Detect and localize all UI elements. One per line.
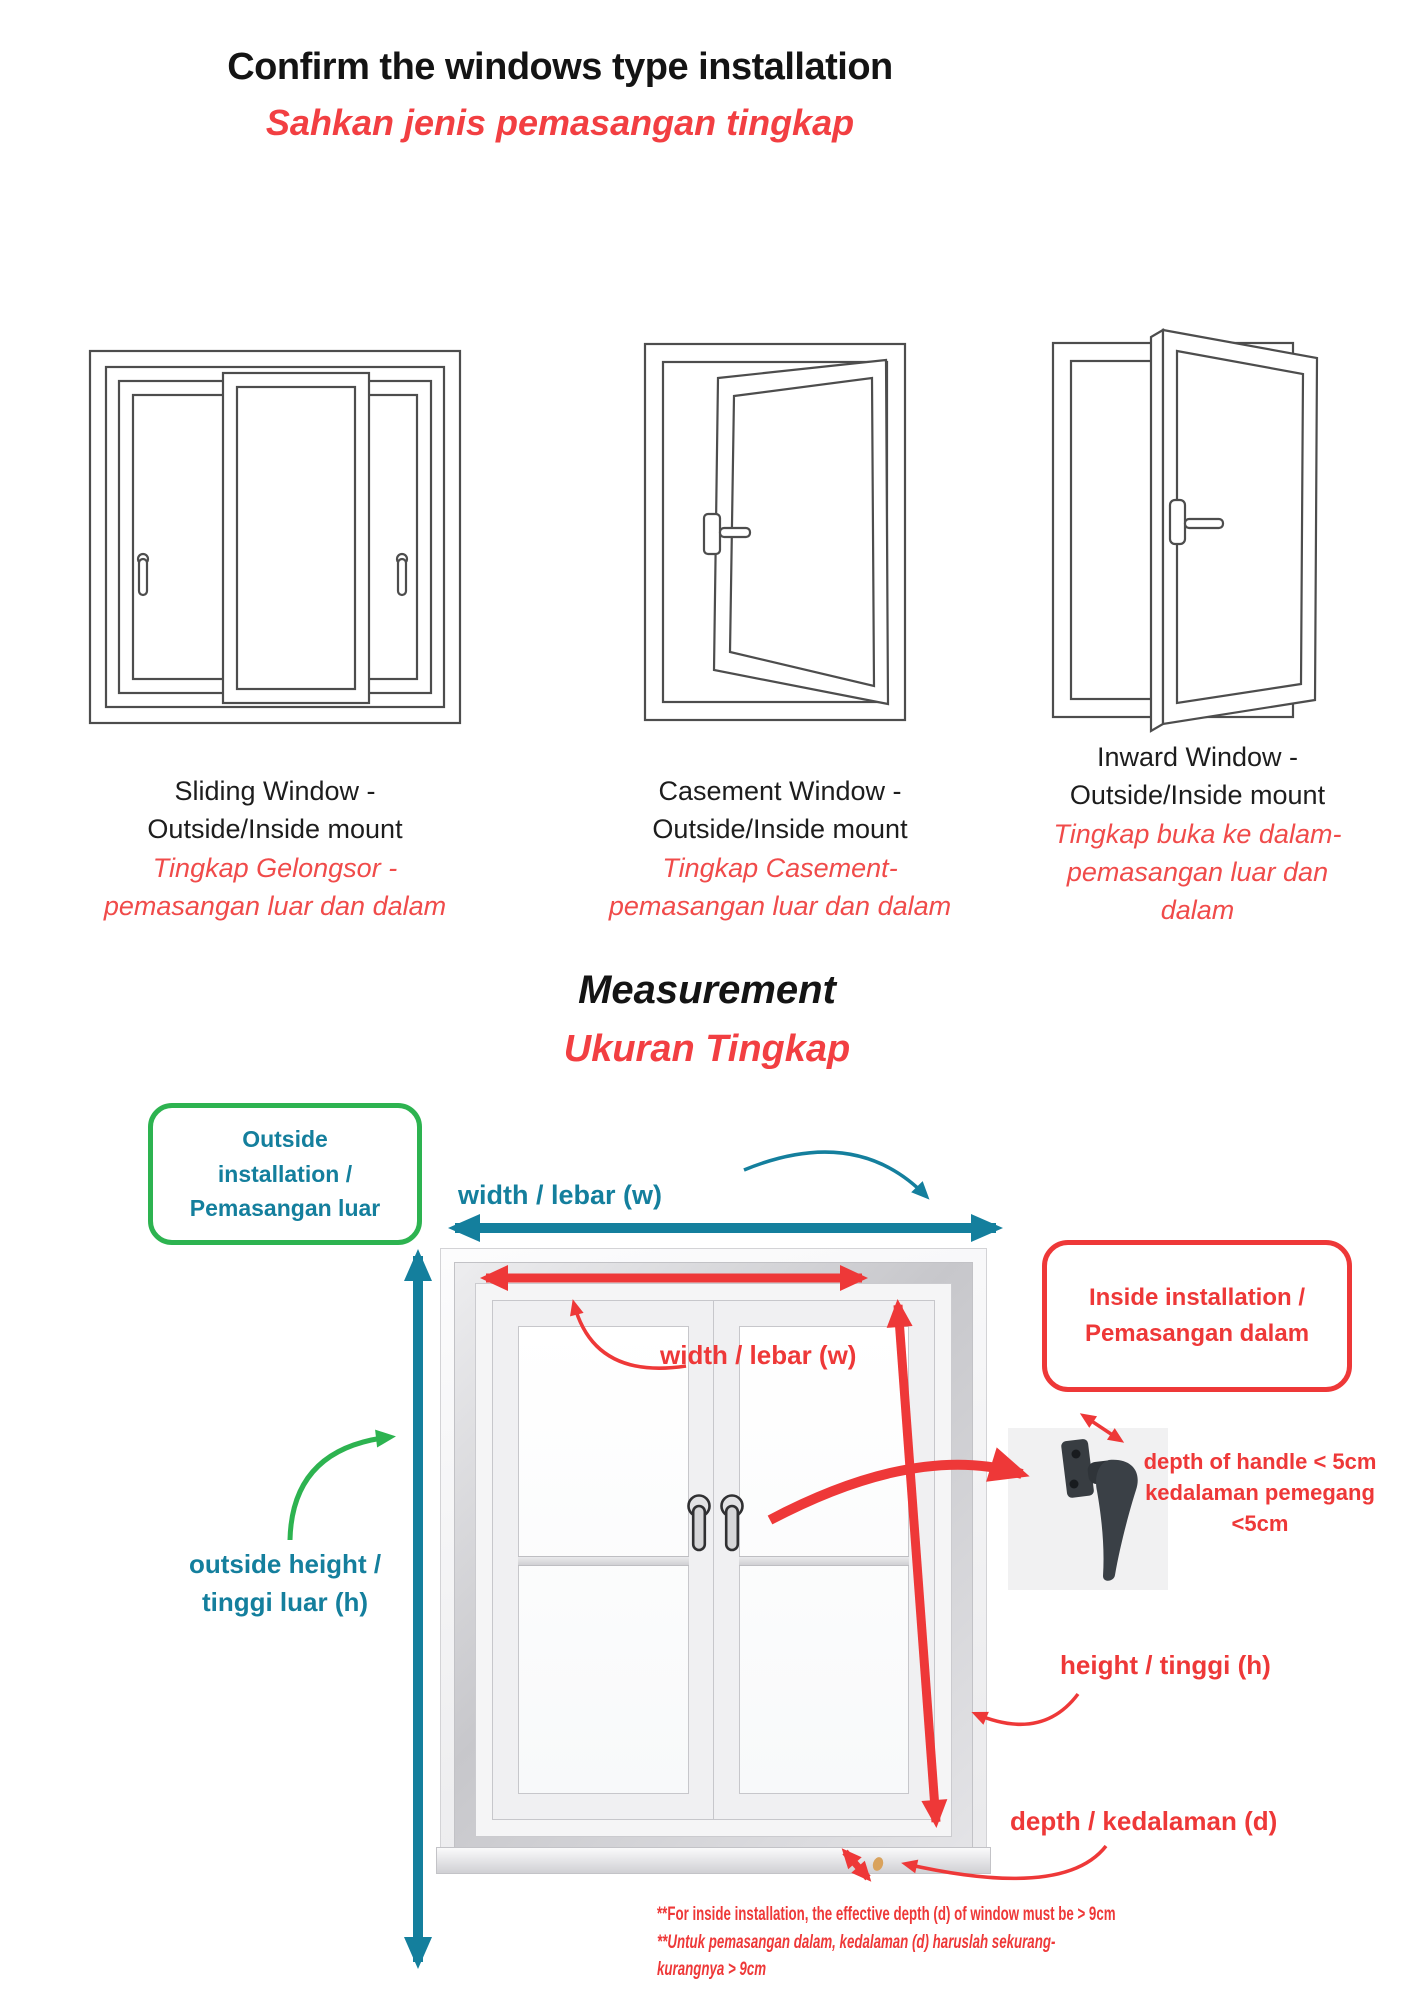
window-handle-icon: [719, 1492, 745, 1554]
handle-depth-line3: <5cm: [1231, 1511, 1289, 1537]
caption-casement-window: [580, 772, 980, 925]
caption-line-malay: dalam: [1160, 895, 1235, 926]
callout-line: Outside: [242, 1126, 328, 1153]
caption-line-malay: Tingkap Casement-: [662, 852, 898, 883]
sliding-window-diagram: [85, 345, 465, 730]
casement-window-diagram: [640, 338, 910, 728]
measurement-subtitle-malay: Ukuran Tingkap: [563, 1028, 851, 1070]
inside-width-label: width / lebar (w): [660, 1340, 857, 1370]
handle-depth-label: [1118, 1446, 1402, 1540]
caption-line: Casement Window -: [658, 776, 902, 806]
caption-line-malay: pemasangan luar dan dalam: [608, 890, 952, 921]
caption-line-malay: pemasangan luar dan: [1066, 856, 1329, 887]
caption-sliding-window: [85, 772, 465, 925]
footnote-english: **For inside installation, the effective depth (d) of window must be > 9cm: [657, 1904, 1116, 1925]
caption-line-malay: Tingkap buka ke dalam-: [1053, 818, 1342, 849]
window-sash-left: [493, 1301, 714, 1819]
callout-line: Pemasangan dalam: [1084, 1320, 1310, 1347]
caption-line: Outside/Inside mount: [1069, 780, 1326, 811]
outside-height-label: [150, 1546, 420, 1621]
callout-line: Inside installation /: [1088, 1284, 1306, 1311]
caption-line: Outside/Inside mount: [652, 814, 908, 845]
outside-installation-callout: [148, 1103, 422, 1245]
depth-label: depth / kedalaman (d): [1010, 1806, 1278, 1836]
caption-line: Outside/Inside mount: [147, 814, 403, 845]
window-handle-icon: [686, 1492, 712, 1554]
caption-inward-window: [1010, 738, 1385, 930]
measurement-title: Measurement: [578, 968, 836, 1012]
page-subtitle-malay: Sahkan jenis pemasangan tingkap: [265, 102, 855, 143]
outside-height-pointer-green: [290, 1437, 390, 1540]
callout-line: installation /: [217, 1160, 353, 1187]
window-handles: [686, 1492, 745, 1554]
height-label-pointer: [976, 1694, 1078, 1724]
handle-depth-line1: depth of handle < 5cm: [1143, 1449, 1377, 1474]
page-title: Confirm the windows type installation: [227, 46, 893, 88]
outside-height-label-line2: tinggi luar (h): [201, 1586, 369, 1617]
inward-window-diagram: [1040, 243, 1330, 743]
inside-installation-callout: [1042, 1240, 1352, 1392]
window-opening: [493, 1301, 934, 1819]
caption-line-malay: Tingkap Gelongsor -: [152, 852, 398, 883]
callout-line: Pemasangan luar: [189, 1195, 381, 1222]
outside-width-label: width / lebar (w): [458, 1180, 663, 1210]
height-label: height / tinggi (h): [1060, 1650, 1271, 1680]
handle-depth-line2: kedalaman pemegang: [1145, 1480, 1375, 1506]
footnote-malay: **Untuk pemasangan dalam, kedalaman (d) haruslah sekurang-kurangnya > 9cm: [657, 1931, 1056, 1981]
caption-line-malay: pemasangan luar dan dalam: [103, 890, 447, 921]
depth-footnotes: [657, 1901, 1119, 1984]
glazing-bar: [518, 1556, 689, 1566]
outside-height-label-line1: outside height /: [188, 1549, 382, 1579]
caption-line: Inward Window -: [1096, 742, 1299, 772]
width-label-pointer-teal: [744, 1152, 926, 1196]
window-sill: [436, 1847, 991, 1874]
window-sash-right: [714, 1301, 935, 1819]
glazing-bar: [739, 1556, 910, 1566]
caption-line: Sliding Window -: [174, 776, 376, 806]
